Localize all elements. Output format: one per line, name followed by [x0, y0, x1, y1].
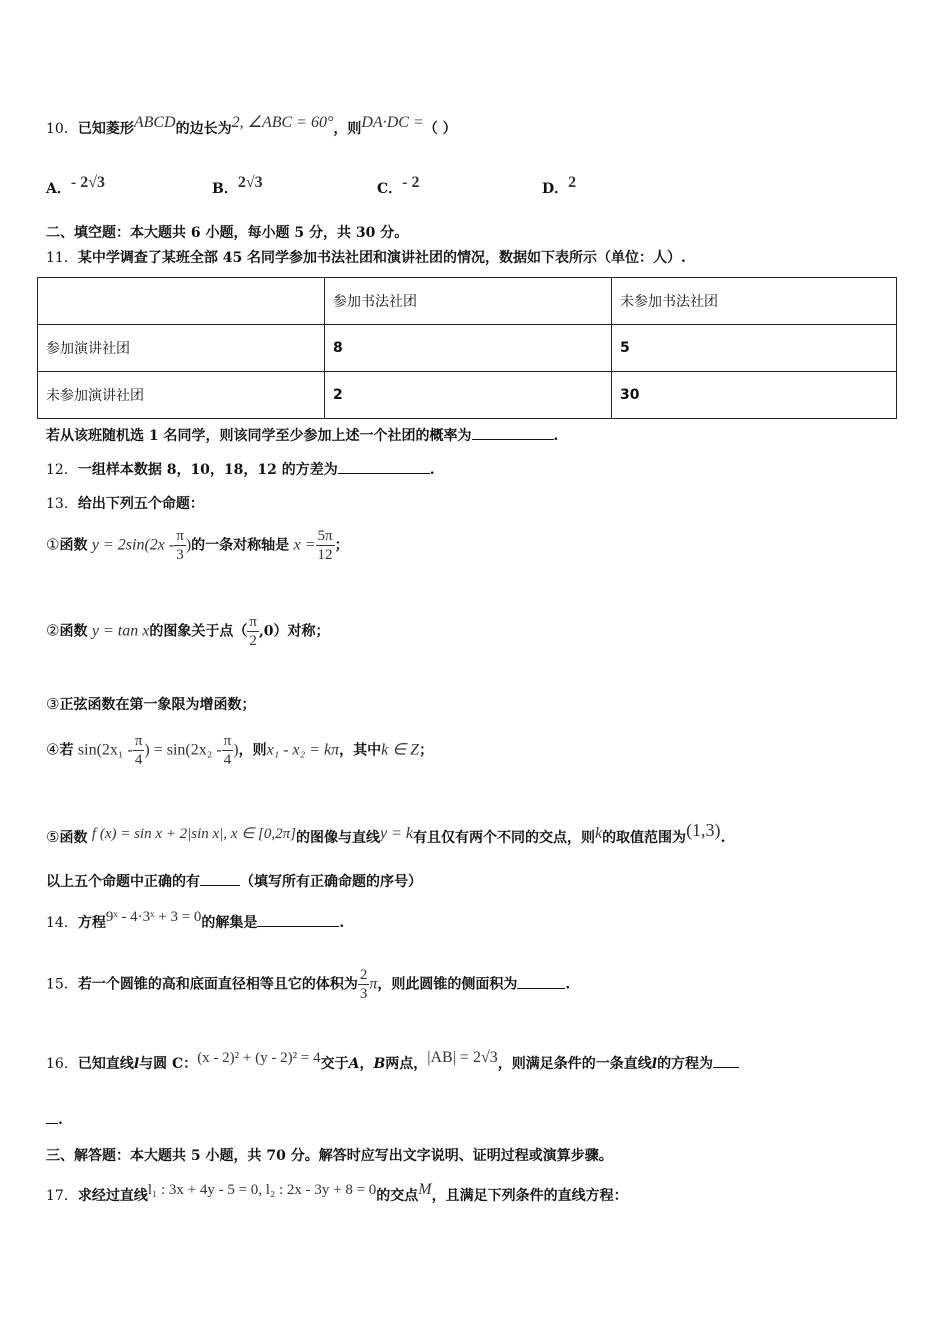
table-header: 参加书法社团: [325, 278, 612, 325]
q10-option-c: C．- 2: [377, 174, 420, 197]
q10-number: 10．: [46, 121, 78, 137]
q11-stem: 11．某中学调查了某班全部 45 名同学参加书法社团和演讲社团的情况，数据如下表所示（单位：人）.: [46, 250, 686, 266]
answer-blank[interactable]: [472, 425, 554, 440]
answer-blank[interactable]: [713, 1053, 739, 1068]
q17-stem: 17．求经过直线l₁ : 3x + 4y - 5 = 0, l₂ : 2x - 3y + 8 = 0的交点M，且满足下列条件的直线方程：: [46, 1181, 628, 1204]
table-row: [38, 278, 897, 325]
q16-continuation: .: [46, 1109, 63, 1128]
table-header: 未参加书法社团: [612, 278, 897, 325]
q16-stem: 16．已知直线l与圆 C：(x - 2)² + (y - 2)² = 4交于A，B两点，|AB| = 2√3，则满足条件的一条直线l的方程为: [46, 1049, 739, 1073]
section-fill-in-heading: 二、填空题：本大题共 6 小题，每小题 5 分，共 30 分。: [46, 225, 409, 241]
table-cell: 5: [612, 325, 897, 372]
q10-option-b: B．2√3: [212, 174, 263, 197]
q10-option-a: A．- 2√3: [46, 174, 105, 197]
q13-stem: 13．给出下列五个命题：: [46, 496, 204, 512]
table-row: [38, 372, 897, 419]
section-solution-heading: 三、解答题：本大题共 5 小题，共 70 分。解答时应写出文字说明、证明过程或演算步骤。: [46, 1148, 613, 1164]
q13-proposition-5: ⑤函数 f (x) = sin x + 2|sin x|, x ∈ [0,2π]的图像与直线y = k有且仅有两个不同的交点，则k的取值范围为(1,3).: [46, 820, 726, 846]
table-cell: 未参加演讲社团: [38, 372, 325, 419]
table-cell: 30: [612, 372, 897, 419]
table-cell: [38, 278, 325, 325]
q13-conclusion: 以上五个命题中正确的有 （填写所有正确命题的序号）: [46, 871, 422, 891]
answer-blank[interactable]: [46, 1109, 58, 1124]
q11-table: [37, 277, 897, 419]
table-row: [38, 325, 897, 372]
q13-proposition-1: ①函数 y = 2sin(2x - $\frac{\pi}{3}$ )的一条对称轴是 x = $\frac{5\pi}{12}$ ；: [46, 528, 349, 563]
q13-proposition-4: ④若 sin(2x₁ - $\frac{\pi}{4}$ ) = sin(2x₂ - $\frac{\pi}{4}$ )，则x₁ - x₂ = kπ，其中k ∈ Z；: [46, 733, 434, 768]
q13-proposition-3: ③正弦函数在第一象限为增函数；: [46, 695, 256, 713]
q14-stem: 14．方程9ˣ - 4·3ˣ + 3 = 0的解集是 .: [46, 909, 345, 931]
table-cell: 2: [325, 372, 612, 419]
q15-stem: 15．若一个圆锥的高和底面直径相等且它的体积为 $\frac{2}{3}$ π，则此圆锥的侧面积为 .: [46, 967, 571, 1002]
q12-stem: 12．一组样本数据 8，10，18，12 的方差为 .: [46, 459, 435, 479]
answer-blank[interactable]: [200, 871, 240, 886]
answer-blank[interactable]: [257, 912, 339, 927]
answer-blank[interactable]: [338, 459, 430, 474]
answer-blank[interactable]: [517, 974, 565, 989]
table-cell: 8: [325, 325, 612, 372]
q13-proposition-2: ②函数 y = tan x的图象关于点（ $\frac{\pi}{2}$ ,0）对称；: [46, 614, 330, 649]
q11-followup: 若从该班随机选 1 名同学，则该同学至少参加上述一个社团的概率为 .: [46, 425, 558, 445]
q10-stem: 10．已知菱形ABCD的边长为2, ∠ABC = 60°，则DA·DC =（ ）: [46, 114, 457, 137]
q10-option-d: D．2: [542, 174, 577, 197]
table-cell: 参加演讲社团: [38, 325, 325, 372]
